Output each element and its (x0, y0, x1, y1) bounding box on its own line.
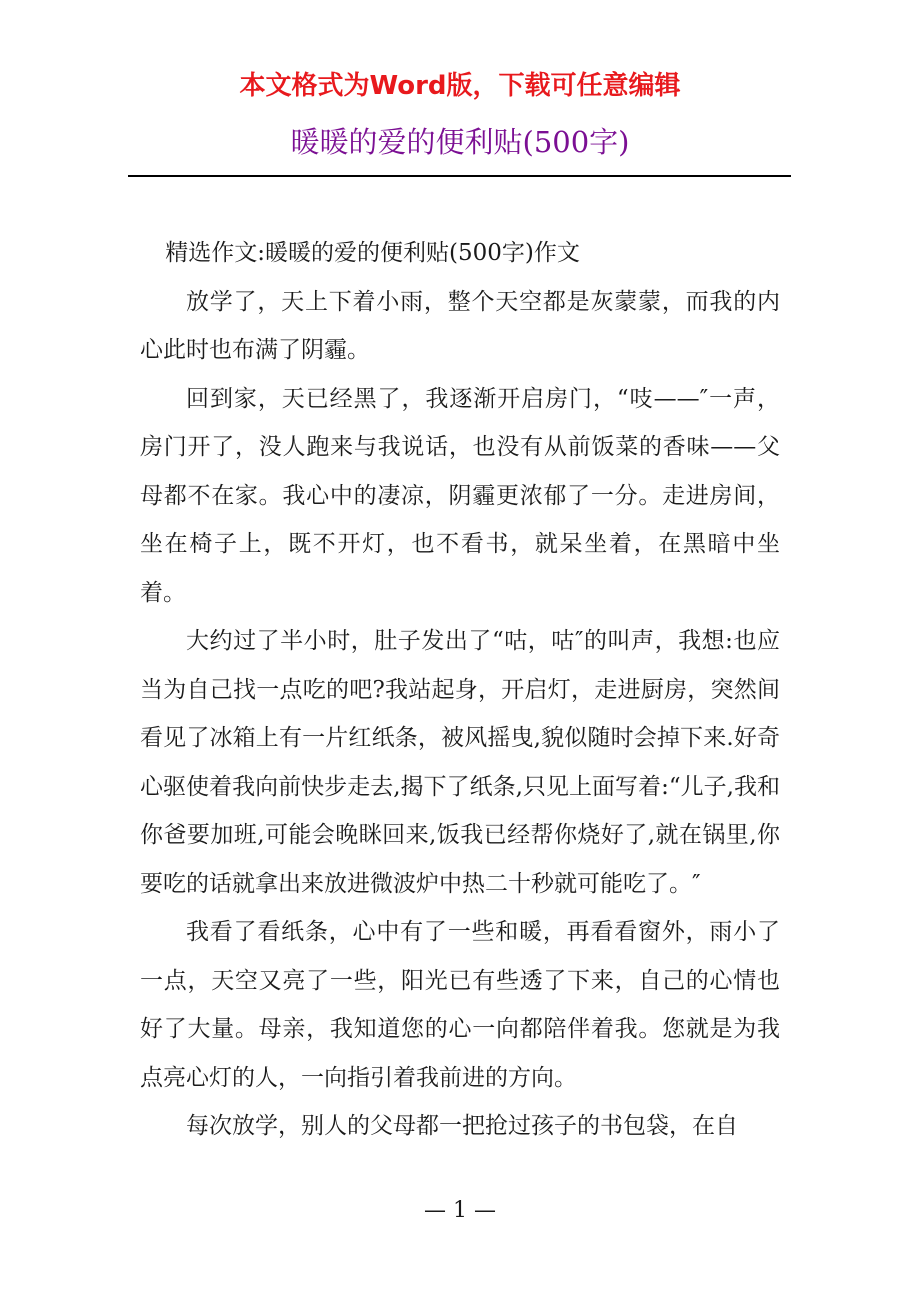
paragraph: 每次放学，别人的父母都一把抢过孩子的书包袋，在自 (186, 1113, 738, 1139)
paragraph: 大约过了半小时，肚子发出了“咕，咕″的叫声，我想:也应当为自己找一点吃的吧?我站起身，开启灯，走进厨房，突然间看见了冰箱上有一片红纸条，被风摇曳,貌似随时会掉下来.好奇心驱使着我向前快步走去,揭下了纸条,只见上面写着:“儿子,我和你爸要加班,可能会晚眯回来,饭我已经帮你烧好了,就在锅里,你要吃的话就拿出来放进微波炉中热二十秒就可能吃了。″ (140, 628, 780, 897)
title-divider (128, 175, 791, 177)
paragraph: 回到家，天已经黑了，我逐渐开启房门，“吱——″一声，房门开了，没人跑来与我说话，也没有从前饭菜的香味——父母都不在家。我心中的凄凉，阴霾更浓郁了一分。走进房间，坐在椅子上，既不开灯，也不看书，就呆坐着，在黑暗中坐着。 (140, 385, 780, 606)
paragraph: 我看了看纸条，心中有了一些和暖，再看看窗外，雨小了一点，天空又亮了一些，阳光已有些透了下来，自己的心情也好了大量。母亲，我知道您的心一向都陪伴着我。您就是为我点亮心灯的人，一向指引着我前进的方向。 (140, 919, 780, 1091)
document-body (140, 229, 780, 1151)
document-title: 暖暖的爱的便利贴(500字) (290, 125, 630, 159)
paragraph: 精选作文:暖暖的爱的便利贴(500字)作文 (165, 240, 580, 266)
page-number: — 1 — (424, 1198, 496, 1223)
paragraph: 放学了，天上下着小雨，整个天空都是灰蒙蒙，而我的内心此时也布满了阴霾。 (140, 288, 780, 363)
format-notice: 本文格式为Word版，下载可任意编辑 (239, 71, 681, 101)
